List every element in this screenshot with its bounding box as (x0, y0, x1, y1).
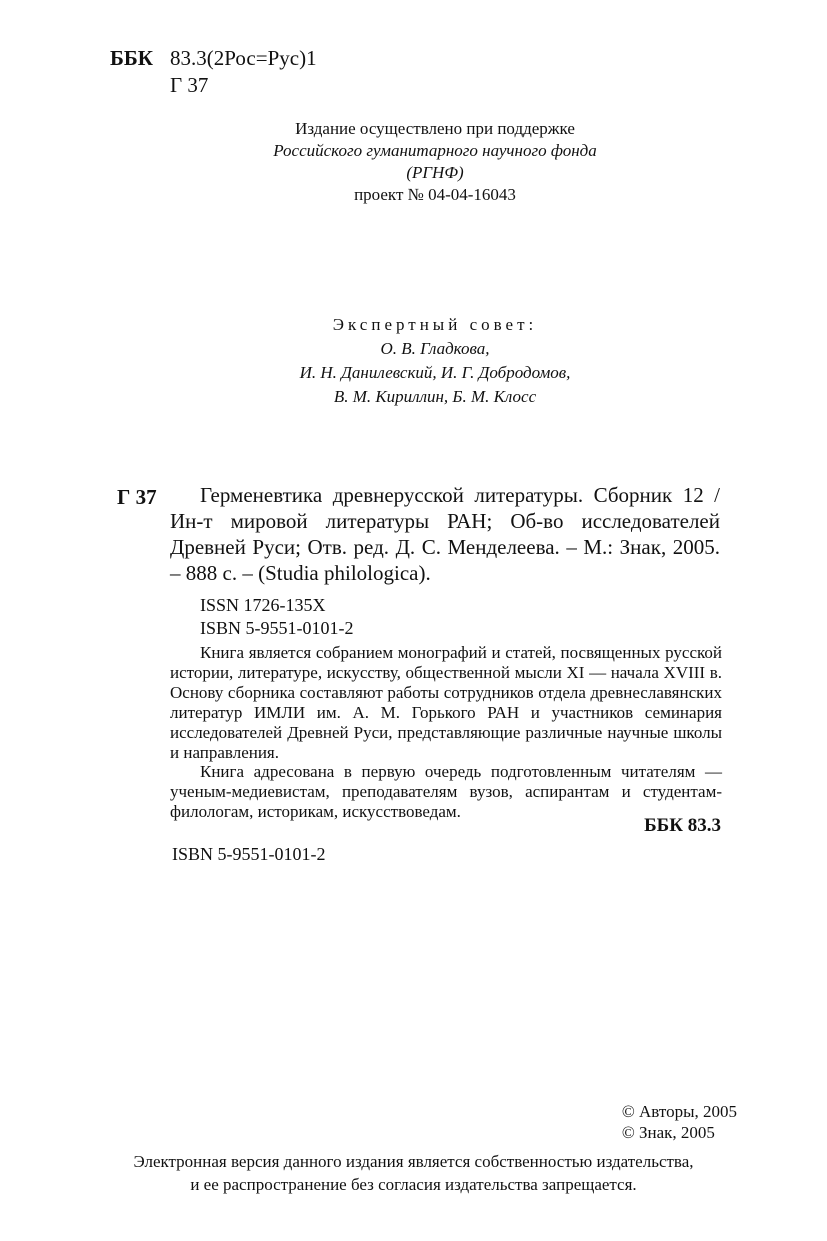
support-statement (200, 118, 670, 206)
copyright-publisher: © Знак, 2005 (621, 1123, 715, 1142)
copyright-authors: © Авторы, 2005 (621, 1102, 737, 1121)
support-line-1: Издание осуществлено при поддержке (295, 119, 575, 138)
expert-council-line-1: О. В. Гладкова, (380, 339, 490, 358)
electronic-edition-notice (80, 1150, 747, 1196)
isbn-bottom: ISBN 5-9551-0101-2 (172, 844, 326, 864)
bbk-short-code: ББК 83.3 (644, 815, 721, 836)
support-fund-abbr: (РГНФ) (406, 163, 464, 182)
annotation-paragraph-1: Книга является собранием монографий и статей, посвященных русской истории, литературе, искусству, общественной мысли XI — начала XVIII в. Основу сборника составляют работы сотрудников отдела древнеславянских литератур ИМЛИ им. А. М. Горького РАН и участников семинария исследователей Древней Руси, представляющие различные научные школы и направления. (170, 643, 722, 762)
issn: ISSN 1726-135X (200, 595, 326, 615)
support-project-number: проект № 04-04-16043 (354, 185, 516, 204)
notice-line-1: Электронная версия данного издания является собственностью издательства, (133, 1152, 694, 1171)
identifier-block (200, 594, 354, 640)
expert-council-heading: Экспертный совет: (332, 315, 538, 334)
catalog-author-mark: Г 37 (117, 485, 157, 509)
support-fund-name: Российского гуманитарного научного фонда (273, 141, 597, 160)
expert-council (200, 313, 670, 409)
annotation-paragraph-2: Книга адресована в первую очередь подготовленным читателям — ученым-медиевистам, преподавателям вузов, аспирантам и студентам-филологам, историкам, искусствоведам. (170, 762, 722, 821)
expert-council-line-3: В. М. Кириллин, Б. М. Клосс (333, 387, 537, 406)
catalog-entry: Герменевтика древнерусской литературы. Сборник 12 / Ин-т мировой литературы РАН; Об-во исследователей Древней Руси; Отв. ред. Д. С. Менделеева. – М.: Знак, 2005. – 888 с. – (Studia philologica). (170, 483, 720, 585)
bbk-classification-code: 83.3(2Рос=Рус)1 (170, 46, 317, 70)
copyright-block (622, 1101, 737, 1143)
isbn: ISBN 5-9551-0101-2 (200, 618, 354, 638)
bbk-label: ББК (110, 46, 153, 70)
notice-line-2: и ее распространение без согласия издательства запрещается. (190, 1175, 637, 1194)
author-mark: Г 37 (170, 73, 209, 97)
expert-council-line-2: И. Н. Данилевский, И. Г. Добродомов, (299, 363, 571, 382)
